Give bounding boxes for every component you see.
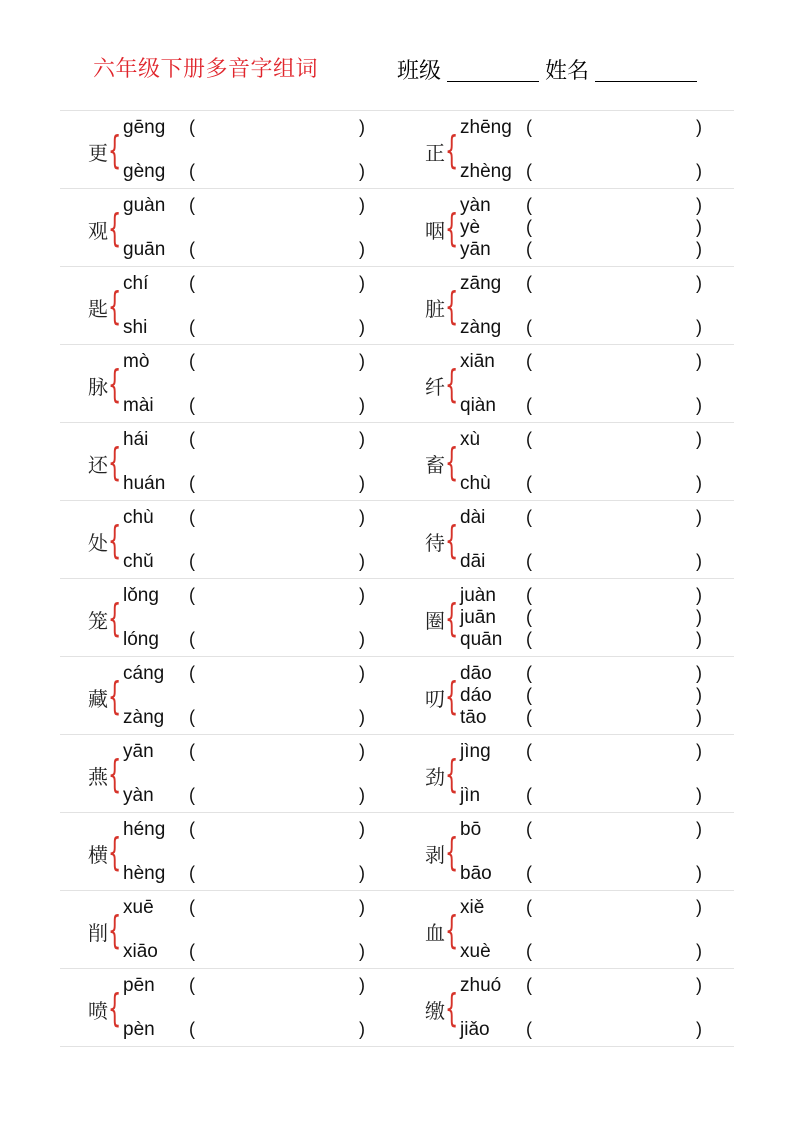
answer-blank-close[interactable]: ) bbox=[696, 507, 702, 527]
answer-blank-open[interactable]: ( bbox=[189, 395, 195, 415]
worksheet-title: 六年级下册多音字组词 bbox=[93, 57, 319, 82]
polyphone-character: 血 bbox=[425, 921, 445, 945]
brace-icon: { bbox=[445, 362, 459, 406]
reading-line bbox=[460, 195, 710, 219]
reading-line bbox=[460, 629, 710, 653]
answer-blank-close[interactable]: ) bbox=[696, 1019, 702, 1039]
answer-blank-open[interactable]: ( bbox=[526, 429, 532, 449]
polyphone-character: 燕 bbox=[88, 765, 108, 789]
pinyin-label: chǔ bbox=[123, 551, 154, 572]
polyphone-entry bbox=[397, 813, 734, 890]
answer-blank-close[interactable]: ) bbox=[696, 473, 702, 493]
answer-blank-open[interactable]: ( bbox=[526, 941, 532, 961]
reading-line bbox=[460, 395, 710, 419]
polyphone-entry bbox=[60, 657, 397, 734]
reading-line bbox=[460, 685, 710, 709]
polyphone-character: 观 bbox=[88, 219, 108, 243]
brace-icon: { bbox=[445, 830, 459, 874]
pinyin-label: chù bbox=[123, 507, 154, 528]
answer-blank-open[interactable]: ( bbox=[189, 507, 195, 527]
grid-row bbox=[60, 267, 734, 345]
brace-icon: { bbox=[108, 830, 122, 874]
answer-blank-open[interactable]: ( bbox=[526, 897, 532, 917]
answer-blank-open[interactable]: ( bbox=[189, 317, 195, 337]
answer-blank-open[interactable]: ( bbox=[526, 819, 532, 839]
polyphone-character: 更 bbox=[88, 141, 108, 165]
pinyin-label: jiǎo bbox=[460, 1019, 490, 1040]
answer-blank-close[interactable]: ) bbox=[696, 217, 702, 237]
answer-blank-close[interactable]: ) bbox=[359, 585, 365, 605]
reading-line bbox=[460, 607, 710, 631]
pinyin-label: hèng bbox=[123, 863, 166, 884]
answer-blank-close[interactable]: ) bbox=[359, 1019, 365, 1039]
answer-blank-open[interactable]: ( bbox=[189, 429, 195, 449]
answer-blank-open[interactable]: ( bbox=[189, 741, 195, 761]
reading-line bbox=[123, 473, 373, 497]
brace-icon: { bbox=[445, 674, 459, 718]
answer-blank-close[interactable]: ) bbox=[696, 741, 702, 761]
answer-blank-open[interactable]: ( bbox=[189, 941, 195, 961]
pinyin-label: qiàn bbox=[460, 395, 496, 416]
brace-icon: { bbox=[108, 752, 122, 796]
pinyin-label: yàn bbox=[123, 785, 154, 806]
polyphone-entry bbox=[60, 813, 397, 890]
pinyin-label: mò bbox=[123, 351, 150, 372]
polyphone-character: 脉 bbox=[88, 375, 108, 399]
reading-line bbox=[460, 819, 710, 843]
reading-line bbox=[460, 897, 710, 921]
answer-blank-open[interactable]: ( bbox=[526, 161, 532, 181]
pinyin-label: lǒng bbox=[123, 585, 159, 606]
polyphone-character: 叨 bbox=[425, 687, 445, 711]
reading-line bbox=[123, 785, 373, 809]
polyphone-entry bbox=[60, 501, 397, 578]
answer-blank-open[interactable]: ( bbox=[526, 629, 532, 649]
answer-blank-close[interactable]: ) bbox=[359, 351, 365, 371]
pinyin-label: gēng bbox=[123, 117, 166, 138]
answer-blank-close[interactable]: ) bbox=[696, 685, 702, 705]
reading-line bbox=[460, 117, 710, 141]
name-blank[interactable] bbox=[595, 59, 697, 82]
reading-line bbox=[123, 239, 373, 263]
answer-blank-close[interactable]: ) bbox=[696, 785, 702, 805]
answer-blank-open[interactable]: ( bbox=[189, 473, 195, 493]
class-label: 班级 bbox=[397, 58, 442, 83]
answer-blank-close[interactable]: ) bbox=[359, 741, 365, 761]
answer-blank-open[interactable]: ( bbox=[526, 317, 532, 337]
polyphone-entry bbox=[60, 969, 397, 1046]
answer-blank-open[interactable]: ( bbox=[526, 585, 532, 605]
pinyin-label: mài bbox=[123, 395, 154, 416]
reading-line bbox=[123, 975, 373, 999]
polyphone-entry bbox=[397, 423, 734, 500]
pinyin-label: xù bbox=[460, 429, 481, 450]
answer-blank-close[interactable]: ) bbox=[359, 317, 365, 337]
brace-icon: { bbox=[445, 284, 459, 328]
pinyin-label: zhuó bbox=[460, 975, 502, 996]
brace-icon: { bbox=[108, 674, 122, 718]
brace-icon: { bbox=[445, 206, 459, 250]
polyphone-entry bbox=[60, 189, 397, 266]
polyphone-entry bbox=[60, 423, 397, 500]
brace-icon: { bbox=[108, 440, 122, 484]
pinyin-label: cáng bbox=[123, 663, 165, 684]
answer-blank-close[interactable]: ) bbox=[696, 395, 702, 415]
pinyin-label: xuē bbox=[123, 897, 154, 918]
answer-blank-open[interactable]: ( bbox=[189, 195, 195, 215]
pinyin-label: yān bbox=[123, 741, 154, 762]
worksheet-header bbox=[0, 0, 793, 110]
answer-blank-open[interactable]: ( bbox=[526, 195, 532, 215]
pinyin-label: bāo bbox=[460, 863, 492, 884]
brace-icon: { bbox=[445, 986, 459, 1030]
brace-icon: { bbox=[108, 362, 122, 406]
pinyin-label: huán bbox=[123, 473, 166, 494]
reading-line bbox=[460, 975, 710, 999]
pinyin-label: chù bbox=[460, 473, 491, 494]
answer-blank-open[interactable]: ( bbox=[526, 785, 532, 805]
reading-line bbox=[460, 785, 710, 809]
brace-icon: { bbox=[445, 518, 459, 562]
answer-blank-open[interactable]: ( bbox=[526, 607, 532, 627]
reading-line bbox=[123, 395, 373, 419]
reading-line bbox=[123, 551, 373, 575]
answer-blank-open[interactable]: ( bbox=[526, 707, 532, 727]
reading-line bbox=[123, 741, 373, 765]
answer-blank-close[interactable]: ) bbox=[696, 195, 702, 215]
answer-blank-close[interactable]: ) bbox=[359, 897, 365, 917]
pinyin-label: yè bbox=[460, 217, 481, 238]
reading-line bbox=[460, 161, 710, 185]
grid-row bbox=[60, 813, 734, 891]
polyphone-entry bbox=[397, 579, 734, 656]
answer-blank-close[interactable]: ) bbox=[359, 117, 365, 137]
pinyin-label: xiān bbox=[460, 351, 495, 372]
answer-blank-open[interactable]: ( bbox=[189, 239, 195, 259]
answer-blank-open[interactable]: ( bbox=[526, 507, 532, 527]
polyphone-character: 藏 bbox=[88, 687, 108, 711]
answer-blank-open[interactable]: ( bbox=[526, 663, 532, 683]
answer-blank-open[interactable]: ( bbox=[189, 1019, 195, 1039]
answer-blank-open[interactable]: ( bbox=[526, 975, 532, 995]
answer-blank-close[interactable]: ) bbox=[696, 941, 702, 961]
answer-blank-open[interactable]: ( bbox=[526, 473, 532, 493]
polyphone-entry bbox=[397, 111, 734, 188]
answer-blank-open[interactable]: ( bbox=[526, 741, 532, 761]
answer-blank-close[interactable]: ) bbox=[359, 785, 365, 805]
reading-line bbox=[123, 429, 373, 453]
grid-row bbox=[60, 735, 734, 813]
reading-line bbox=[460, 351, 710, 375]
reading-line bbox=[460, 473, 710, 497]
pinyin-label: zhèng bbox=[460, 161, 512, 182]
answer-blank-open[interactable]: ( bbox=[526, 217, 532, 237]
brace-icon: { bbox=[108, 206, 122, 250]
reading-line bbox=[123, 317, 373, 341]
grid-row bbox=[60, 969, 734, 1047]
answer-blank-close[interactable]: ) bbox=[696, 863, 702, 883]
answer-blank-close[interactable]: ) bbox=[359, 273, 365, 293]
polyphone-character: 匙 bbox=[88, 297, 108, 321]
answer-blank-close[interactable]: ) bbox=[359, 195, 365, 215]
grid-row bbox=[60, 111, 734, 189]
brace-icon: { bbox=[108, 128, 122, 172]
pinyin-label: dāo bbox=[460, 663, 492, 684]
answer-blank-open[interactable]: ( bbox=[526, 551, 532, 571]
reading-line bbox=[460, 585, 710, 609]
polyphone-entry bbox=[397, 501, 734, 578]
pinyin-label: pèn bbox=[123, 1019, 155, 1040]
answer-blank-open[interactable]: ( bbox=[189, 551, 195, 571]
polyphone-character: 脏 bbox=[425, 297, 445, 321]
answer-blank-close[interactable]: ) bbox=[359, 507, 365, 527]
answer-blank-open[interactable]: ( bbox=[526, 685, 532, 705]
polyphone-entry bbox=[60, 891, 397, 968]
answer-blank-open[interactable]: ( bbox=[189, 585, 195, 605]
answer-blank-close[interactable]: ) bbox=[696, 551, 702, 571]
polyphone-entry bbox=[60, 579, 397, 656]
grid-row bbox=[60, 423, 734, 501]
answer-blank-close[interactable]: ) bbox=[696, 429, 702, 449]
grid-row bbox=[60, 891, 734, 969]
answer-blank-open[interactable]: ( bbox=[526, 239, 532, 259]
pinyin-label: hái bbox=[123, 429, 149, 450]
polyphone-entry bbox=[60, 345, 397, 422]
brace-icon: { bbox=[108, 284, 122, 328]
pinyin-label: xuè bbox=[460, 941, 491, 962]
pinyin-label: quān bbox=[460, 629, 503, 650]
pinyin-label: jìng bbox=[460, 741, 491, 762]
polyphone-entry bbox=[397, 189, 734, 266]
answer-blank-open[interactable]: ( bbox=[189, 629, 195, 649]
pinyin-label: xiāo bbox=[123, 941, 158, 962]
answer-blank-close[interactable]: ) bbox=[359, 239, 365, 259]
answer-blank-close[interactable]: ) bbox=[696, 117, 702, 137]
reading-line bbox=[123, 941, 373, 965]
answer-blank-close[interactable]: ) bbox=[696, 629, 702, 649]
answer-blank-open[interactable]: ( bbox=[189, 707, 195, 727]
pinyin-label: yàn bbox=[460, 195, 491, 216]
polyphone-character: 纤 bbox=[425, 375, 445, 399]
answer-blank-close[interactable]: ) bbox=[696, 585, 702, 605]
answer-blank-open[interactable]: ( bbox=[189, 663, 195, 683]
pinyin-label: pēn bbox=[123, 975, 155, 996]
answer-blank-close[interactable]: ) bbox=[359, 473, 365, 493]
answer-blank-open[interactable]: ( bbox=[526, 273, 532, 293]
reading-line bbox=[460, 1019, 710, 1043]
reading-line bbox=[460, 217, 710, 241]
answer-blank-close[interactable]: ) bbox=[696, 897, 702, 917]
answer-blank-open[interactable]: ( bbox=[526, 395, 532, 415]
answer-blank-open[interactable]: ( bbox=[189, 785, 195, 805]
grid-row bbox=[60, 501, 734, 579]
answer-blank-close[interactable]: ) bbox=[359, 941, 365, 961]
answer-blank-open[interactable]: ( bbox=[189, 273, 195, 293]
pinyin-label: yān bbox=[460, 239, 491, 260]
reading-line bbox=[460, 507, 710, 531]
pinyin-label: dáo bbox=[460, 685, 492, 706]
polyphone-character: 畜 bbox=[425, 453, 445, 477]
polyphone-character: 缴 bbox=[425, 999, 445, 1023]
brace-icon: { bbox=[445, 752, 459, 796]
polyphone-entry bbox=[397, 735, 734, 812]
answer-blank-open[interactable]: ( bbox=[526, 117, 532, 137]
polyphone-character: 还 bbox=[88, 453, 108, 477]
pinyin-label: juān bbox=[460, 607, 496, 628]
pinyin-label: zàng bbox=[123, 707, 165, 728]
answer-blank-close[interactable]: ) bbox=[696, 351, 702, 371]
polyphone-entry bbox=[397, 267, 734, 344]
polyphone-character: 劲 bbox=[425, 765, 445, 789]
pinyin-label: zàng bbox=[460, 317, 502, 338]
brace-icon: { bbox=[108, 518, 122, 562]
pinyin-label: bō bbox=[460, 819, 482, 840]
grid-row bbox=[60, 657, 734, 735]
brace-icon: { bbox=[108, 596, 122, 640]
reading-line bbox=[123, 195, 373, 219]
polyphone-entry bbox=[60, 267, 397, 344]
reading-line bbox=[123, 897, 373, 921]
brace-icon: { bbox=[445, 908, 459, 952]
answer-blank-close[interactable]: ) bbox=[359, 975, 365, 995]
answer-blank-open[interactable]: ( bbox=[526, 863, 532, 883]
reading-line bbox=[460, 317, 710, 341]
reading-line bbox=[460, 863, 710, 887]
answer-blank-close[interactable]: ) bbox=[359, 863, 365, 883]
reading-line bbox=[123, 707, 373, 731]
answer-blank-close[interactable]: ) bbox=[696, 239, 702, 259]
polyphone-character: 笼 bbox=[88, 609, 108, 633]
answer-blank-close[interactable]: ) bbox=[696, 663, 702, 683]
polyphone-character: 剥 bbox=[425, 843, 445, 867]
reading-line bbox=[123, 819, 373, 843]
reading-line bbox=[123, 351, 373, 375]
pinyin-label: guān bbox=[123, 239, 166, 260]
answer-blank-close[interactable]: ) bbox=[359, 629, 365, 649]
answer-blank-close[interactable]: ) bbox=[696, 273, 702, 293]
polyphone-character: 咽 bbox=[425, 219, 445, 243]
pinyin-label: zāng bbox=[460, 273, 502, 294]
grid-row bbox=[60, 345, 734, 423]
reading-line bbox=[123, 629, 373, 653]
answer-blank-open[interactable]: ( bbox=[526, 351, 532, 371]
polyphone-entry bbox=[60, 111, 397, 188]
reading-line bbox=[460, 663, 710, 687]
answer-blank-close[interactable]: ) bbox=[359, 551, 365, 571]
answer-blank-open[interactable]: ( bbox=[189, 897, 195, 917]
reading-line bbox=[123, 863, 373, 887]
answer-blank-open[interactable]: ( bbox=[189, 351, 195, 371]
polyphone-entry bbox=[397, 657, 734, 734]
polyphone-entry bbox=[60, 735, 397, 812]
reading-line bbox=[123, 1019, 373, 1043]
answer-blank-close[interactable]: ) bbox=[696, 607, 702, 627]
answer-blank-close[interactable]: ) bbox=[359, 663, 365, 683]
pinyin-label: juàn bbox=[460, 585, 496, 606]
name-label: 姓名 bbox=[545, 58, 590, 83]
reading-line bbox=[123, 585, 373, 609]
answer-blank-open[interactable]: ( bbox=[526, 1019, 532, 1039]
brace-icon: { bbox=[108, 908, 122, 952]
pinyin-label: héng bbox=[123, 819, 166, 840]
pinyin-label: dāi bbox=[460, 551, 486, 572]
reading-line bbox=[460, 429, 710, 453]
reading-line bbox=[460, 741, 710, 765]
answer-blank-close[interactable]: ) bbox=[696, 819, 702, 839]
answer-blank-close[interactable]: ) bbox=[359, 395, 365, 415]
answer-blank-open[interactable]: ( bbox=[189, 819, 195, 839]
pinyin-label: chí bbox=[123, 273, 149, 294]
polyphone-grid bbox=[60, 110, 734, 1047]
answer-blank-open[interactable]: ( bbox=[189, 117, 195, 137]
polyphone-character: 喷 bbox=[88, 999, 108, 1023]
brace-icon: { bbox=[445, 440, 459, 484]
brace-icon: { bbox=[445, 128, 459, 172]
student-info bbox=[397, 54, 697, 85]
grid-row bbox=[60, 579, 734, 657]
reading-line bbox=[460, 707, 710, 731]
reading-line bbox=[123, 663, 373, 687]
pinyin-label: shi bbox=[123, 317, 148, 338]
polyphone-character: 待 bbox=[425, 531, 445, 555]
pinyin-label: tāo bbox=[460, 707, 487, 728]
reading-line bbox=[460, 551, 710, 575]
answer-blank-close[interactable]: ) bbox=[359, 819, 365, 839]
reading-line bbox=[123, 273, 373, 297]
grid-row bbox=[60, 189, 734, 267]
pinyin-label: guàn bbox=[123, 195, 166, 216]
answer-blank-close[interactable]: ) bbox=[696, 317, 702, 337]
polyphone-entry bbox=[397, 969, 734, 1046]
answer-blank-open[interactable]: ( bbox=[189, 863, 195, 883]
pinyin-label: xiě bbox=[460, 897, 485, 918]
polyphone-character: 削 bbox=[88, 921, 108, 945]
answer-blank-open[interactable]: ( bbox=[189, 161, 195, 181]
polyphone-character: 圈 bbox=[425, 609, 445, 633]
polyphone-character: 横 bbox=[88, 843, 108, 867]
class-blank[interactable] bbox=[447, 59, 539, 82]
answer-blank-close[interactable]: ) bbox=[359, 707, 365, 727]
pinyin-label: zhēng bbox=[460, 117, 512, 138]
answer-blank-close[interactable]: ) bbox=[696, 975, 702, 995]
pinyin-label: lóng bbox=[123, 629, 159, 650]
answer-blank-close[interactable]: ) bbox=[696, 707, 702, 727]
pinyin-label: gèng bbox=[123, 161, 166, 182]
polyphone-entry bbox=[397, 891, 734, 968]
reading-line bbox=[123, 117, 373, 141]
polyphone-character: 正 bbox=[425, 141, 445, 165]
answer-blank-close[interactable]: ) bbox=[359, 429, 365, 449]
polyphone-entry bbox=[397, 345, 734, 422]
polyphone-character: 处 bbox=[88, 531, 108, 555]
pinyin-label: jìn bbox=[460, 785, 481, 806]
brace-icon: { bbox=[445, 596, 459, 640]
answer-blank-open[interactable]: ( bbox=[189, 975, 195, 995]
answer-blank-close[interactable]: ) bbox=[696, 161, 702, 181]
reading-line bbox=[123, 507, 373, 531]
answer-blank-close[interactable]: ) bbox=[359, 161, 365, 181]
pinyin-label: dài bbox=[460, 507, 486, 528]
reading-line bbox=[460, 273, 710, 297]
brace-icon: { bbox=[108, 986, 122, 1030]
reading-line bbox=[460, 239, 710, 263]
reading-line bbox=[123, 161, 373, 185]
reading-line bbox=[460, 941, 710, 965]
